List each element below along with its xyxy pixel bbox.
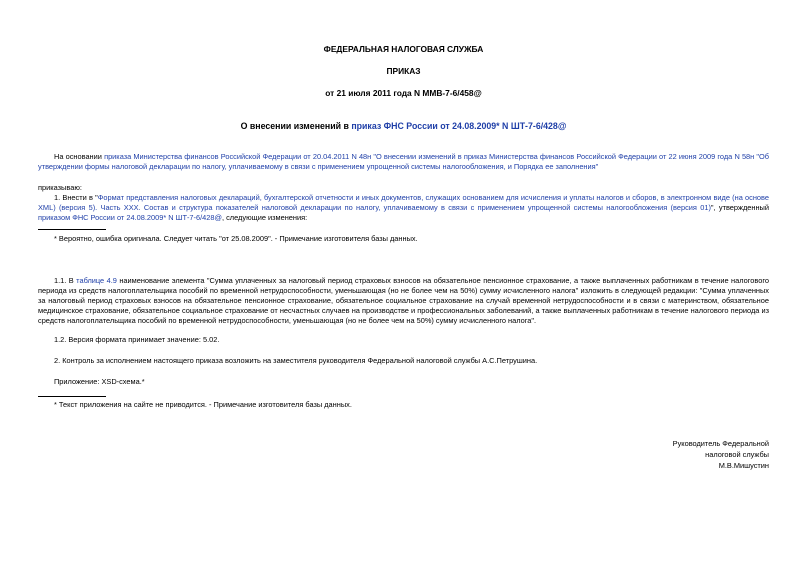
document-type-heading: ПРИКАЗ [386,66,421,76]
document-number: от 21 июля 2011 года N ММВ-7-6/458@ [325,88,482,98]
item-1-1-text: наименование элемента "Сумма уплаченных за налоговый период страховых взносов на обязательное пенсионное страхование, а также выплаченных работникам в течение налогового периода из средств налогоплательщика пособий по временной нетрудоспособности, уменьшающая (но не более чем на 50%) сумму исчисленного налога" изложить в следующей редакции: "Сумма уплаченных за налоговый период страховых взносов на обязательное пенсионное страхование, обязательное социальное страхование на случай временной нетрудоспособности и в связи с материнством, обязательное медицинское страхование, обязательное социальное страхование от несчастных случаев на производстве и профессиональных заболеваний, а также выплаченных работникам в течение налогового периода из средств налогоплательщика пособий по временной нетрудоспособности, уменьшающая (но не более чем на 50%) сумму исчисленного налога". [38,276,769,325]
signature-position: Руководитель Федеральной [672,439,769,448]
table-4-9-link[interactable]: таблице 4.9 [76,276,117,285]
item-1-prefix: 1. Внести в " [54,193,98,202]
preamble-order-link[interactable]: приказа Министерства финансов Российской Федерации от 20.04.2011 N 48н "О внесении изменений в приказ Министерства финансов Российской Федерации от 22 июня 2009 года N 58н "Об утверждении формы налоговой декларации по налогу, уплачиваемому в связи с применением упрощенной системы налогообложения, и Порядка ее заполнения" [38,152,770,171]
footnote-1: * Вероятно, ошибка оригинала. Следует читать "от 25.08.2009". - Примечание изготовителя базы данных. [54,234,418,243]
item-1-1-paragraph [38,276,769,326]
agency-heading: ФЕДЕРАЛЬНАЯ НАЛОГОВАЯ СЛУЖБА [323,44,484,54]
orders-word: приказываю: [38,183,82,192]
subject-prefix: О внесении изменений в [240,121,352,131]
preamble-prefix: На основании [54,152,105,161]
item-1-paragraph [38,193,769,223]
item-1-format-link[interactable]: Формат представления налоговых деклараций, бухгалтерской отчетности и иных документов, служащих основанием для исчисления и уплаты налогов и сборов, в электронном виде (на основе XML) (версия 5). Часть XXX. Состав и структура показателей налоговой декларации по налогу, уплачиваемому в связи с применением упрощенной системы налогообложения (версия 01) [38,193,769,212]
item-1-suffix: , следующие изменения: [222,213,308,222]
signature-agency: налоговой службы [705,450,769,459]
document-subject [0,121,807,131]
footnote-divider-2 [38,396,106,397]
item-1-1-prefix: 1.1. В [54,276,77,285]
item-1-order-link[interactable]: приказом ФНС России от 24.08.2009* N ШТ-7-6/428@ [38,213,222,222]
item-1-2-paragraph: 1.2. Версия формата принимает значение: 5.02. [54,335,220,344]
item-2-paragraph: 2. Контроль за исполнением настоящего приказа возложить на заместителя руководителя Федеральной налоговой службы А.С.Петрушина. [54,356,538,365]
footnote-divider-1 [38,229,106,230]
signature-block [560,438,769,471]
attachment-line: Приложение: XSD-схема.* [54,377,145,386]
item-1-middle: ", утвержденный [710,203,769,212]
subject-order-link[interactable]: приказ ФНС России от 24.08.2009* N ШТ-7-6/428@ [351,121,567,131]
signature-name: М.В.Мишустин [718,461,769,470]
preamble-paragraph [38,152,769,172]
footnote-2: * Текст приложения на сайте не приводится. - Примечание изготовителя базы данных. [54,400,352,409]
